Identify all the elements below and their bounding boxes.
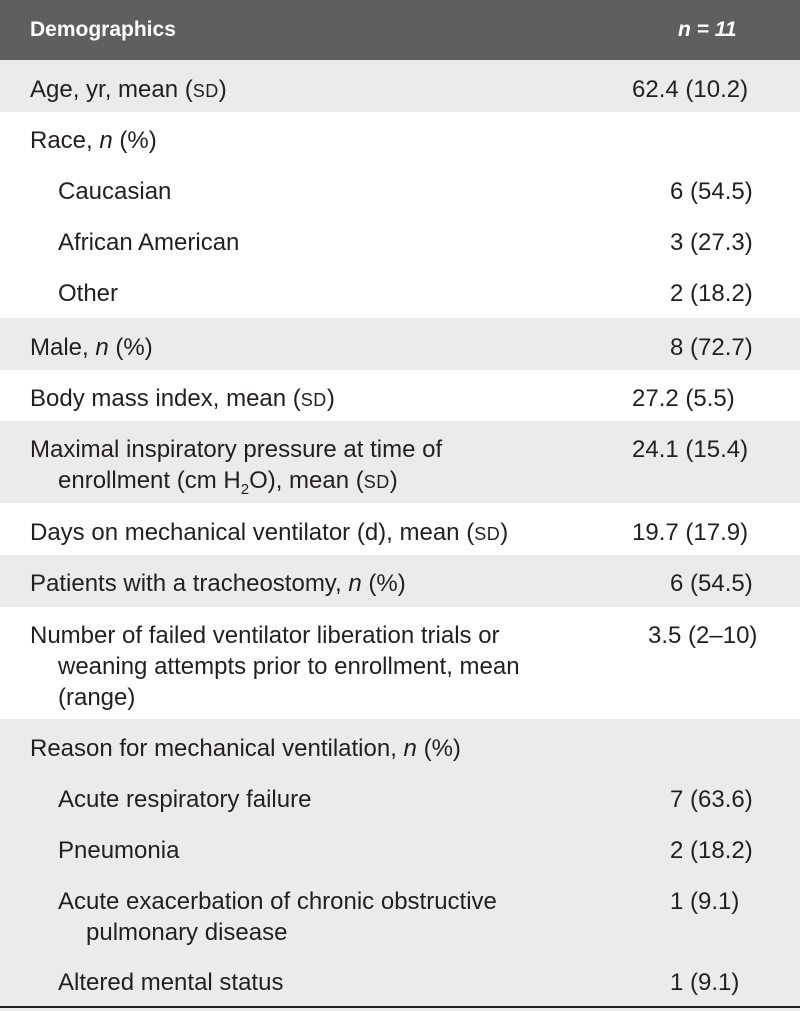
row-label: Age, yr, mean (SD)	[30, 76, 227, 103]
row-tracheostomy	[0, 555, 800, 607]
header-n	[678, 18, 737, 42]
row-label: Reason for mechanical ventilation, n (%)	[30, 735, 461, 762]
row-value: 6 (54.5)	[670, 570, 753, 597]
row-caucasian	[0, 163, 800, 214]
row-label: Acute exacerbation of chronic obstructive pulmonary disease	[58, 888, 497, 946]
table-header	[0, 0, 800, 60]
row-bmi	[0, 370, 800, 421]
row-label: Days on mechanical ventilator (d), mean (SD)	[30, 519, 509, 546]
row-mip	[0, 421, 800, 503]
row-label: Other	[58, 280, 119, 307]
row-age	[0, 60, 800, 112]
row-label: Race, n (%)	[30, 127, 157, 154]
row-value: 8 (72.7)	[670, 334, 753, 361]
row-label: Patients with a tracheostomy, n (%)	[30, 570, 406, 597]
row-value: 1 (9.1)	[670, 969, 740, 996]
row-label: Acute respiratory failure	[58, 786, 312, 813]
row-label: Male, n (%)	[30, 334, 153, 361]
row-reason	[0, 719, 800, 771]
row-african-american	[0, 214, 800, 265]
row-failed-trials	[0, 607, 800, 719]
header-demographics: Demographics	[30, 18, 176, 41]
row-value: 6 (54.5)	[670, 178, 753, 205]
row-race	[0, 112, 800, 163]
row-label: Body mass index, mean (SD)	[30, 385, 335, 412]
row-label: Number of failed ventilator liberation trials or weaning attempts prior to enrollment, mean (range)	[30, 622, 520, 711]
row-male	[0, 318, 800, 370]
row-value: 2 (18.2)	[670, 280, 753, 307]
row-label: Maximal inspiratory pressure at time of enrollment (cm $H_2O$), mean (SD)	[30, 436, 443, 498]
row-label: Altered mental status	[58, 969, 284, 996]
row-other	[0, 265, 800, 318]
row-acute-respiratory-failure	[0, 771, 800, 822]
row-value: 7 (63.6)	[670, 786, 753, 813]
row-copd	[0, 873, 800, 955]
row-pneumonia	[0, 822, 800, 873]
row-value: 19.7 (17.9)	[632, 519, 749, 546]
row-value: 27.2 (5.5)	[632, 385, 735, 412]
row-value: 1 (9.1)	[670, 888, 740, 915]
row-days-ventilator	[0, 503, 800, 555]
bottom-rule	[0, 1006, 800, 1008]
row-label: Pneumonia	[58, 837, 180, 864]
row-label: Caucasian	[58, 178, 172, 205]
row-label: African American	[58, 229, 240, 256]
row-value: 3 (27.3)	[670, 229, 753, 256]
header-n-value: = 11	[690, 18, 737, 41]
row-value: 24.1 (15.4)	[632, 436, 749, 463]
row-value: 62.4 (10.2)	[632, 76, 749, 103]
row-value: 2 (18.2)	[670, 837, 753, 864]
header-n-symbol: n	[678, 18, 691, 41]
row-altered-mental-status	[0, 955, 800, 1011]
row-value: 3.5 (2–10)	[648, 622, 758, 649]
